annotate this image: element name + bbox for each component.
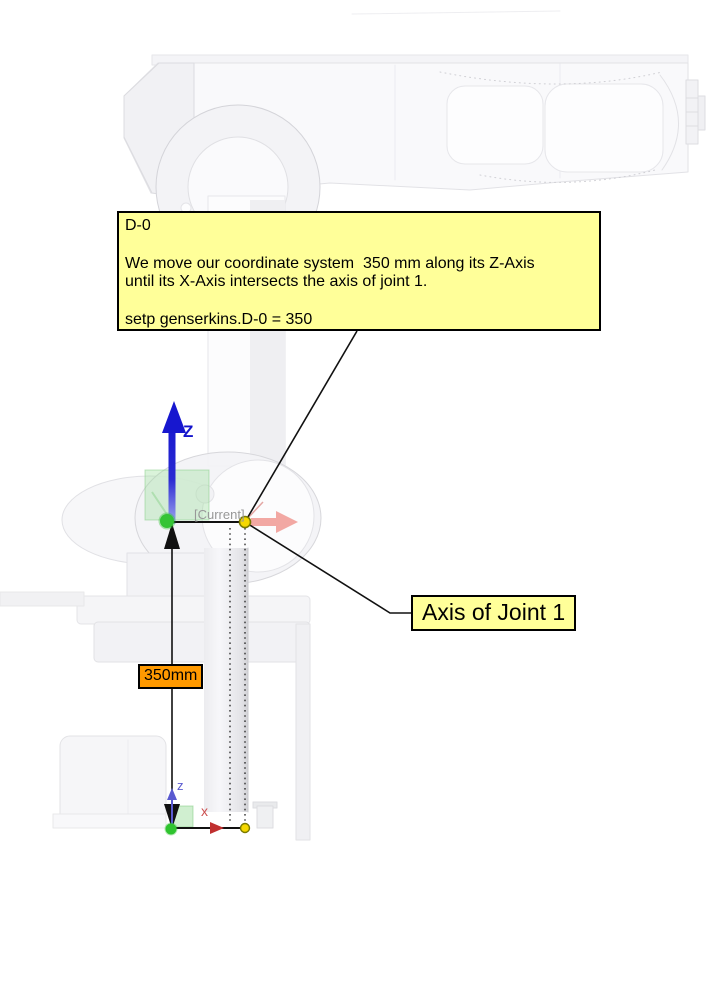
robot-base-pedestal: [257, 806, 273, 828]
lower-z-axis-arrowhead: [167, 788, 177, 800]
z-axis-label-lower: z: [177, 778, 184, 793]
dh-parameter-callout: [117, 211, 601, 331]
origin-dot-bottom: [166, 824, 177, 835]
robot-wrist-nub: [698, 96, 705, 130]
z-axis-label-upper: Z: [183, 422, 194, 441]
robot-base-left-band: [0, 592, 84, 606]
robot-base-block: [127, 553, 213, 601]
robot-base-cylinder: [60, 736, 166, 824]
origin-dot-top: [160, 514, 174, 528]
robot-base-disc-1: [77, 596, 310, 624]
callout-body-line1: We move our coordinate system 350 mm along its Z-Axis: [125, 255, 535, 272]
robot-base-right-sliver: [296, 624, 310, 840]
callout-title: D-0: [125, 217, 151, 234]
current-frame-label: [Current]: [194, 507, 245, 522]
robot-base-flange-row: [53, 814, 166, 828]
robot-forearm-pod-right: [545, 84, 663, 172]
robot-upper-arm-top-line: [352, 11, 560, 14]
axis-of-joint-label: Axis of Joint 1: [411, 595, 576, 631]
robot-silhouette: [0, 11, 705, 840]
dimension-350mm-label: 350mm: [138, 664, 203, 689]
lower-x-axis-arrowhead: [210, 822, 224, 834]
x-axis-label-lower: x: [201, 803, 208, 819]
robot-base-column: [204, 548, 248, 812]
joint-axis-marker-bottom: [241, 824, 250, 833]
callout-body-line2: until its X-Axis intersects the axis of joint 1.: [125, 273, 428, 290]
callout-body: [125, 255, 593, 291]
z-axis-shaft: [169, 424, 176, 524]
callout-command: setp genserkins.D-0 = 350: [125, 311, 313, 328]
robot-base-disc-2: [94, 622, 310, 662]
robot-forearm-pod-left: [447, 86, 543, 164]
